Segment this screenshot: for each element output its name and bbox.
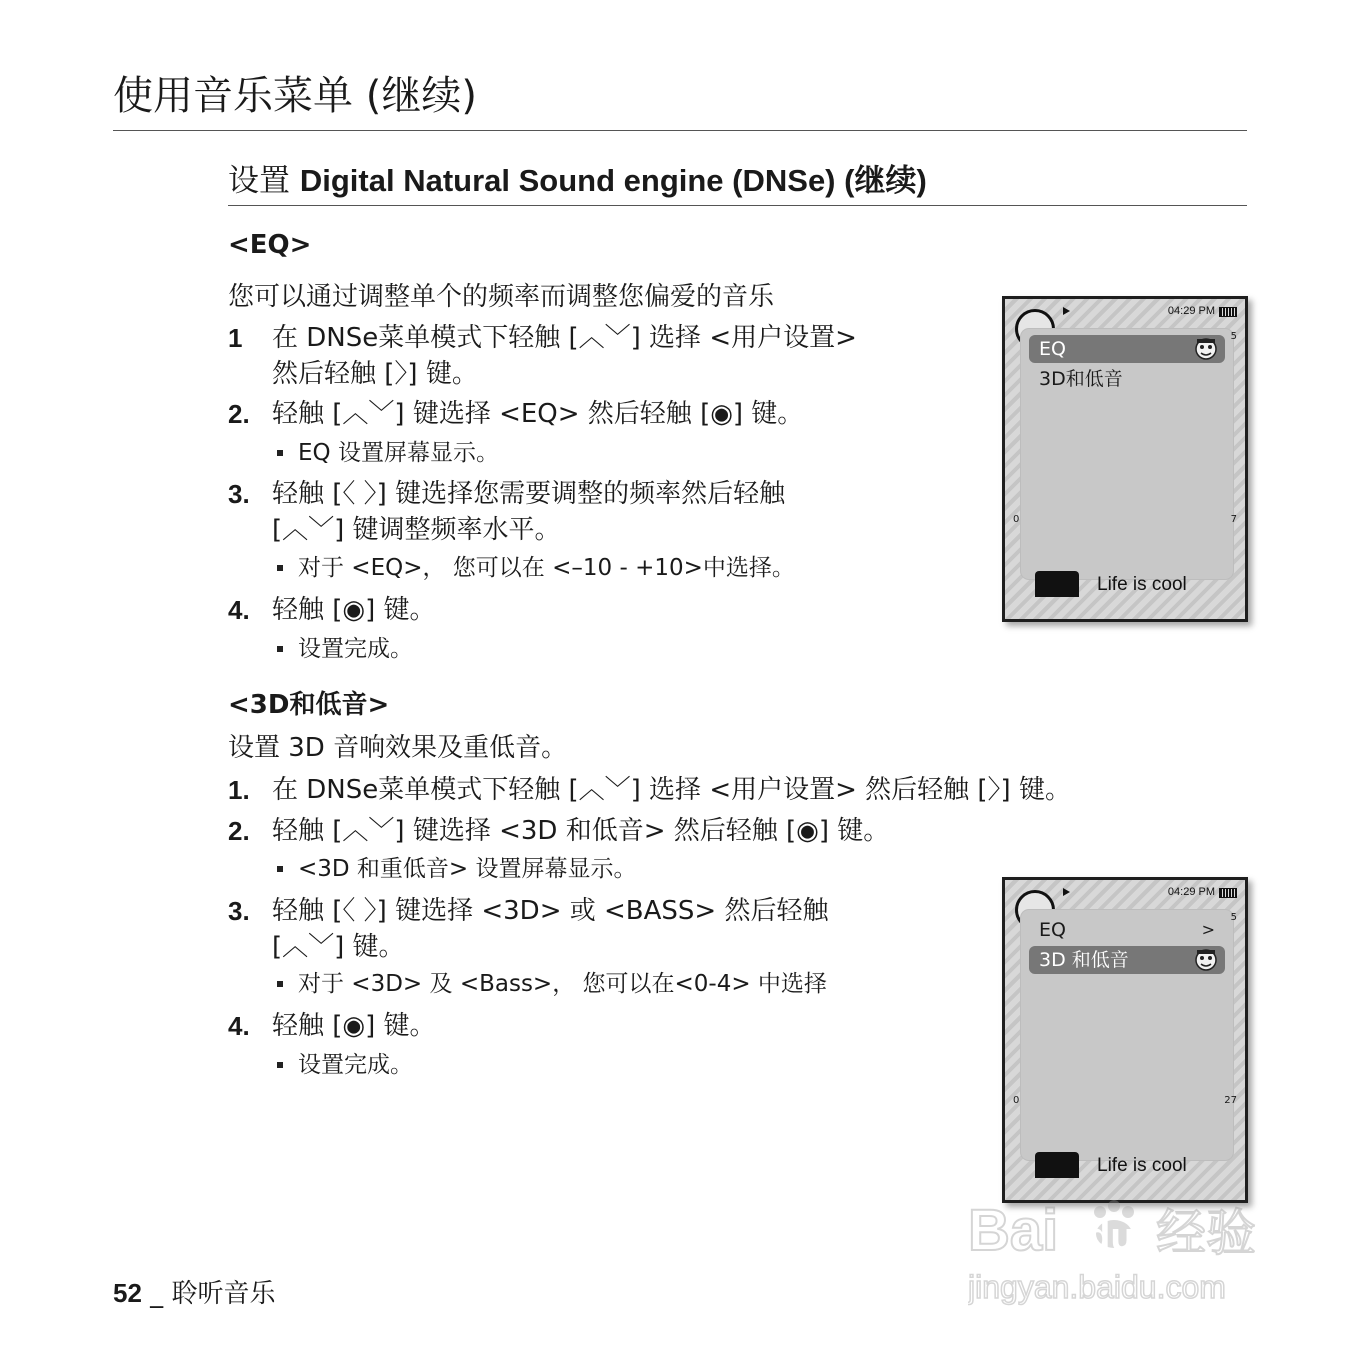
eq-heading: <EQ> xyxy=(228,230,312,260)
bass-step2-number: 2. xyxy=(228,816,250,846)
section-title-prefix: 设置 xyxy=(228,163,300,199)
edge-fragment: 5 xyxy=(1230,331,1237,342)
device-clock: 04:29 PM xyxy=(1167,305,1215,317)
eq-step4-bullet: 设置完成。 xyxy=(298,636,413,662)
dnse-menu-panel xyxy=(1021,910,1233,1160)
svg-text:Bai: Bai xyxy=(968,1198,1059,1263)
edge-fragment: 0 xyxy=(1013,1095,1020,1106)
svg-text:jingyan.baidu.com: jingyan.baidu.com xyxy=(968,1269,1226,1305)
bass-step2-bullet: <3D 和重低音> 设置屏幕显示。 xyxy=(298,856,637,882)
eq-step3-number: 3. xyxy=(228,479,250,509)
svg-text:经验: 经验 xyxy=(1156,1204,1256,1262)
section-title xyxy=(228,158,927,204)
bass-step4-bullet: 设置完成。 xyxy=(298,1052,413,1078)
mascot-icon xyxy=(1191,335,1221,363)
bass-step3-bullet: 对于 <3D> 及 <Bass>， 您可以在<0-4> 中选择 xyxy=(298,971,827,997)
title-divider xyxy=(113,130,1247,131)
eq-step2-bullet: EQ 设置屏幕显示。 xyxy=(298,440,499,466)
mascot-icon xyxy=(1191,946,1221,974)
now-playing-title: Life is cool xyxy=(1097,1155,1187,1176)
section-title-bold: Digital Natural Sound engine (DNSe) (继续) xyxy=(299,163,927,198)
dnse-menu-panel xyxy=(1021,329,1233,579)
chevron-right-icon: > xyxy=(1201,920,1215,939)
eq-step3-line1: 轻触 [〈 〉] 键选择您需要调整的频率然后轻触 xyxy=(272,479,786,509)
eq-step2-number: 2. xyxy=(228,399,250,429)
bass-step3-line2: [︿﹀] 键。 xyxy=(272,932,405,962)
page-number: 52 xyxy=(113,1278,142,1308)
device-screen-3d-bass xyxy=(1002,877,1248,1203)
edge-fragment: 7 xyxy=(1230,514,1237,525)
menu-item-3d-bass[interactable]: 3D和低音 xyxy=(1039,368,1123,390)
bass-heading: <3D和低音> xyxy=(228,690,390,720)
footer-separator: _ xyxy=(141,1279,172,1309)
edge-fragment: 5 xyxy=(1230,912,1237,923)
battery-icon xyxy=(1219,888,1237,898)
bass-step4-text: 轻触 [◉] 键。 xyxy=(272,1011,436,1041)
bullet-icon xyxy=(277,565,283,571)
menu-item-3d-bass[interactable] xyxy=(1029,946,1225,974)
bass-intro: 设置 3D 音响效果及重低音。 xyxy=(228,733,568,763)
eq-step1-number: 1 xyxy=(228,323,243,353)
album-art-icon xyxy=(1035,571,1079,597)
eq-intro: 您可以通过调整单个的频率而调整您偏爱的音乐 xyxy=(228,282,775,312)
bullet-icon xyxy=(277,981,283,987)
play-icon xyxy=(1063,307,1070,315)
footer-section: 聆听音乐 xyxy=(171,1279,276,1309)
menu-item-label: 3D 和低音 xyxy=(1039,949,1129,971)
eq-step4-text: 轻触 [◉] 键。 xyxy=(272,595,436,625)
now-playing-title: Life is cool xyxy=(1097,574,1187,595)
bullet-icon xyxy=(277,866,283,872)
eq-step1-line2: 然后轻触 [〉] 键。 xyxy=(272,359,478,389)
bass-step1-text: 在 DNSe菜单模式下轻触 [︿﹀] 选择 <用户设置> 然后轻触 [〉] 键。 xyxy=(272,775,1071,805)
menu-item-label: EQ xyxy=(1039,919,1066,941)
bass-step3-number: 3. xyxy=(228,896,250,926)
page-footer xyxy=(113,1276,275,1311)
eq-step1-line1: 在 DNSe菜单模式下轻触 [︿﹀] 选择 <用户设置> xyxy=(272,323,857,353)
menu-item-eq[interactable] xyxy=(1029,335,1225,363)
eq-step3-bullet: 对于 <EQ>， 您可以在 <–10 - +10>中选择。 xyxy=(298,555,795,581)
bullet-icon xyxy=(277,646,283,652)
bullet-icon xyxy=(277,450,283,456)
bass-step2-text: 轻触 [︿﹀] 键选择 <3D 和低音> 然后轻触 [◉] 键。 xyxy=(272,816,890,846)
svg-text:du: du xyxy=(1086,1215,1135,1259)
device-clock: 04:29 PM xyxy=(1167,886,1215,898)
page-title: 使用音乐菜单 (继续) xyxy=(113,73,477,119)
battery-icon xyxy=(1219,307,1237,317)
bass-step4-number: 4. xyxy=(228,1011,250,1041)
bullet-icon xyxy=(277,1062,283,1068)
edge-fragment: 27 xyxy=(1224,1095,1237,1106)
eq-step2-text: 轻触 [︿﹀] 键选择 <EQ> 然后轻触 [◉] 键。 xyxy=(272,399,804,429)
edge-fragment: 0 xyxy=(1013,514,1020,525)
eq-step3-line2: [︿﹀] 键调整频率水平。 xyxy=(272,515,561,545)
menu-item-label: EQ xyxy=(1039,338,1066,360)
menu-item-eq[interactable] xyxy=(1029,916,1225,944)
device-screen-eq xyxy=(1002,296,1248,622)
section-divider xyxy=(228,205,1247,206)
bass-step1-number: 1. xyxy=(228,775,250,805)
album-art-icon xyxy=(1035,1152,1079,1178)
bass-step3-line1: 轻触 [〈 〉] 键选择 <3D> 或 <BASS> 然后轻触 xyxy=(272,896,829,926)
baidu-watermark-logo xyxy=(968,1190,1278,1310)
eq-step4-number: 4. xyxy=(228,595,250,625)
play-icon xyxy=(1063,888,1070,896)
